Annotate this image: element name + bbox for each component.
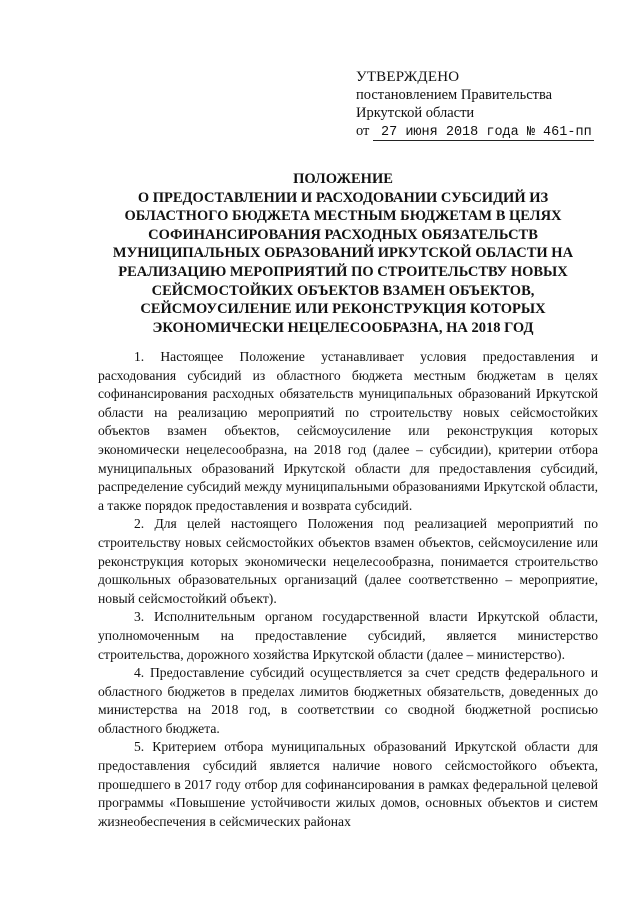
approval-date-line <box>356 122 594 141</box>
approval-line-2: Иркутской области <box>356 105 475 121</box>
document-title <box>100 170 586 337</box>
title-line: ОБЛАСТНОГО БЮДЖЕТА МЕСТНЫМ БЮДЖЕТАМ В ЦЕЛЯХ <box>124 208 562 225</box>
paragraph-3: 3. Исполнительным органом государственной власти Иркутской области, уполномоченным на предоставление субсидий, является министерство строительства, дорожного хозяйства Иркутской области (далее – министерство). <box>98 609 598 662</box>
title-line: ЭКОНОМИЧЕСКИ НЕЦЕЛЕСООБРАЗНА, НА 2018 ГОД <box>152 319 534 336</box>
paragraph-2: 2. Для целей настоящего Положения под реализацией мероприятий по строительству новых сейсмостойких объектов взамен объектов, сейсмоусиление или реконструкция которых экономически нецелесообразна, понимается строительство дошкольных образовательных организаций (далее соответственно – мероприятие, новый сейсмостойкий объект). <box>98 516 598 606</box>
paragraph-4: 4. Предоставление субсидий осуществляется за счет средств федерального и областного бюджетов в пределах лимитов бюджетных обязательств, доведенных до министерства на 2018 год, в соответствии со сводной бюджетной росписью областного бюджета. <box>98 665 598 736</box>
approval-date-value: 27 июня 2018 года № 461-пп <box>373 125 594 141</box>
title-line: СОФИНАНСИРОВАНИЯ РАСХОДНЫХ ОБЯЗАТЕЛЬСТВ <box>148 226 538 243</box>
title-line: РЕАЛИЗАЦИЮ МЕРОПРИЯТИЙ ПО СТРОИТЕЛЬСТВУ НОВЫХ <box>118 263 568 280</box>
title-line: МУНИЦИПАЛЬНЫХ ОБРАЗОВАНИЙ ИРКУТСКОЙ ОБЛАСТИ НА <box>112 245 574 262</box>
title-line: ПОЛОЖЕНИЕ <box>293 171 393 187</box>
approval-block <box>356 68 594 141</box>
approval-heading: УТВЕРЖДЕНО <box>356 69 460 85</box>
paragraph-5: 5. Критерием отбора муниципальных образований Иркутской области для предоставления субсидий является наличие нового сейсмостойкого объекта, прошедшего в 2017 году отбор для софинансирования в рамках федеральной целевой программы «Повышение устойчивости жилых домов, основных объектов и систем жизнеобеспечения в сейсмических районах <box>98 739 598 829</box>
approval-line-1: постановлением Правительства <box>356 87 553 103</box>
paragraph-1: 1. Настоящее Положение устанавливает условия предоставления и расходования субсидий из областного бюджета местным бюджетам в целях софинансирования расходных обязательств муниципальных образований Иркутской области на реализацию мероприятий по строительству новых сейсмостойких объектов взамен объектов, сейсмоусиление или реконструкция которых экономически нецелесообразна, на 2018 год (далее – субсидии), критерии отбора муниципальных образований Иркутской области для предоставления субсидий, распределение субсидий между муниципальными образованиями Иркутской области, а также порядок предоставления и возврата субсидий. <box>98 349 598 513</box>
title-line: СЕЙСМОУСИЛЕНИЕ ИЛИ РЕКОНСТРУКЦИЯ КОТОРЫХ <box>140 301 546 318</box>
approval-from-label: от <box>356 123 370 139</box>
document-body <box>98 348 598 831</box>
title-line: СЕЙСМОСТОЙКИХ ОБЪЕКТОВ ВЗАМЕН ОБЪЕКТОВ, <box>151 282 535 299</box>
title-line: О ПРЕДОСТАВЛЕНИИ И РАСХОДОВАНИИ СУБСИДИЙ ИЗ <box>137 189 549 206</box>
